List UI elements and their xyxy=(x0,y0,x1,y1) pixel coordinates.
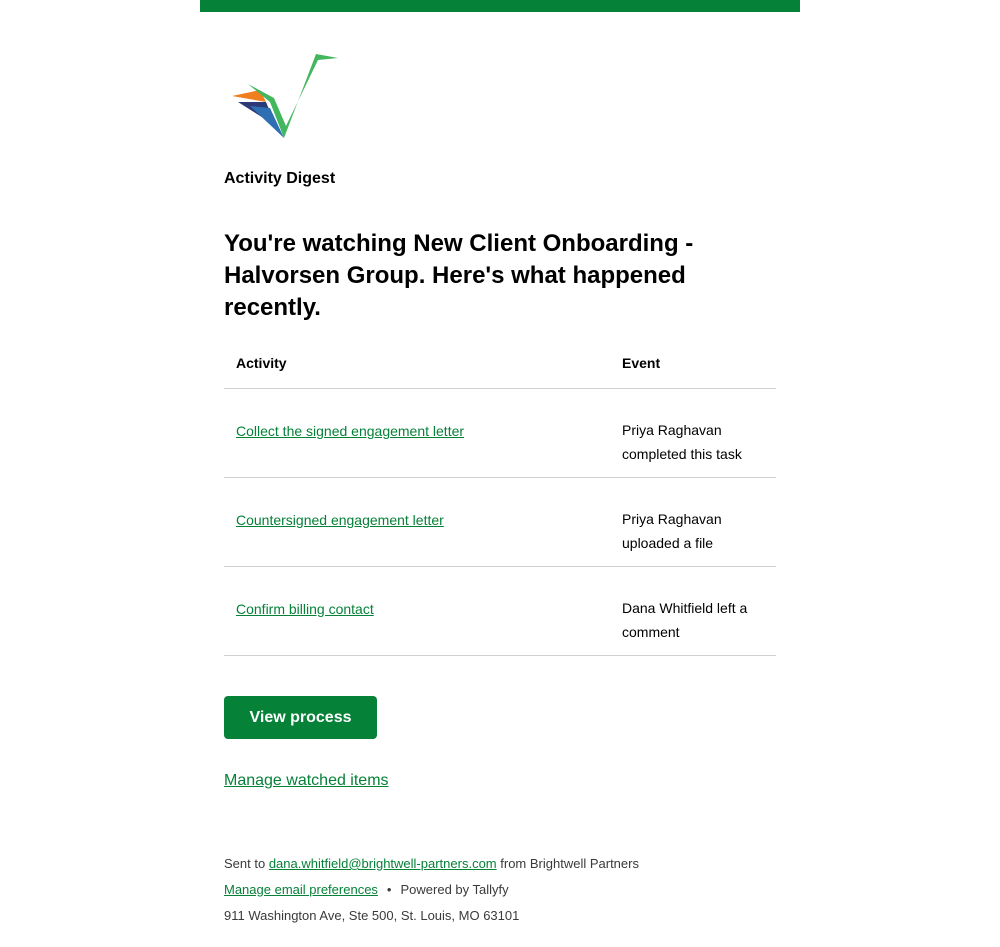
recipient-email-link[interactable]: dana.whitfield@brightwell-partners.com xyxy=(268,856,497,871)
activity-link[interactable]: Countersigned engagement letter xyxy=(236,512,444,528)
header-activity: Activity xyxy=(236,355,287,371)
activity-link[interactable]: Confirm billing contact xyxy=(236,601,374,617)
powered-by-text: Powered by Tallyfy xyxy=(400,882,509,897)
from-text: from Brightwell Partners xyxy=(500,856,639,871)
email-preferences-link[interactable]: Manage email preferences xyxy=(224,882,378,897)
event-cell: Dana Whitfield left a comment xyxy=(622,600,748,640)
table-row xyxy=(224,567,776,656)
checkmark-logo-icon xyxy=(230,50,340,142)
separator-dot: • xyxy=(386,882,392,897)
footer-address: 911 Washington Ave, Ste 500, St. Louis, MO 63101 xyxy=(224,908,520,923)
activity-cell xyxy=(224,596,610,621)
event-cell: Priya Raghavan completed this task xyxy=(622,422,742,462)
sent-to-prefix: Sent to xyxy=(224,856,266,871)
table-row xyxy=(224,389,776,478)
activity-link[interactable]: Collect the signed engagement letter xyxy=(236,423,465,439)
table-row xyxy=(224,478,776,567)
manage-watched-items-link[interactable]: Manage watched items xyxy=(224,772,389,789)
view-process-button[interactable]: View process xyxy=(224,696,377,739)
digest-label: Activity Digest xyxy=(224,170,336,187)
footer xyxy=(224,851,639,929)
activity-cell xyxy=(224,418,610,443)
top-accent-bar xyxy=(200,0,800,12)
footer-sent-line xyxy=(224,851,639,877)
activity-cell xyxy=(224,507,610,532)
email-container xyxy=(200,0,800,947)
table-header xyxy=(224,344,776,389)
activity-table xyxy=(224,344,776,656)
header-event: Event xyxy=(622,355,661,371)
footer-links-line xyxy=(224,877,639,903)
headline: You're watching New Client Onboarding - Halvorsen Group. Here's what happened recently. xyxy=(224,230,694,321)
event-cell: Priya Raghavan uploaded a file xyxy=(622,511,722,551)
